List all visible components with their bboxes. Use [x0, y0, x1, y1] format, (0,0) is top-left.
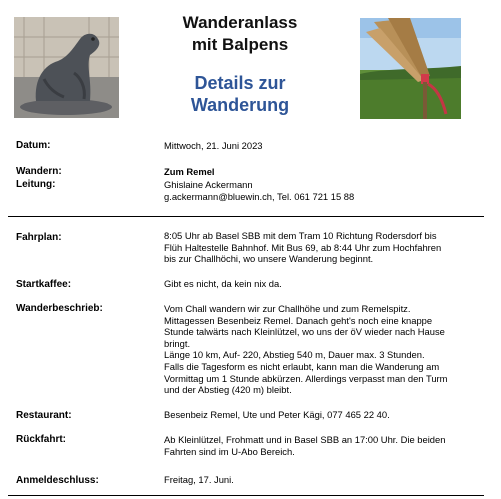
- leitung-value: [164, 179, 489, 202]
- fahrplan-line: 8:05 Uhr ab Basel SBB mit dem Tram 10 Richtung Rodersdorf bis: [164, 230, 437, 241]
- restaurant-value: Besenbeiz Remel, Ute und Peter Kägi, 077 465 22 40.: [164, 409, 390, 420]
- fahrplan-value: [164, 230, 489, 265]
- page-subtitle: [130, 72, 350, 116]
- broom-photo: [360, 18, 461, 119]
- divider-top: [8, 216, 484, 217]
- fahrplan-line: Flüh Haltestelle Bahnhof. Mit Bus 69, ab 8:44 Uhr zum Hochfahren: [164, 241, 442, 253]
- rueckfahrt-value: [164, 434, 489, 457]
- rueckfahrt-line: Ab Kleinlützel, Frohmatt und in Basel SBB an 17:00 Uhr. Die beiden: [164, 434, 446, 445]
- fahrplan-label: Fahrplan:: [16, 232, 62, 243]
- datum-label: Datum:: [16, 140, 51, 151]
- wandern-value: Zum Remel: [164, 166, 215, 177]
- leitung-contact: g.ackermann@bluewin.ch, Tel. 061 721 15 88: [164, 190, 355, 202]
- sculpture-photo: [14, 17, 119, 118]
- restaurant-label: Restaurant:: [16, 410, 72, 421]
- wanderbeschrieb-line: Stunde talwärts nach Kleinlützel, wo uns der öV wieder nach Hause: [164, 326, 445, 338]
- subtitle-line-2: Wanderung: [190, 95, 290, 115]
- leitung-name: Ghislaine Ackermann: [164, 179, 253, 190]
- title-line-1: Wanderanlass: [182, 13, 298, 32]
- wanderbeschrieb-line: Vom Chall wandern wir zur Challhöhe und zum Remelspitz.: [164, 303, 411, 314]
- wandern-label: Wandern:: [16, 166, 62, 177]
- wanderbeschrieb-line: Mittagessen Besenbeiz Remel. Danach geht's noch eine knappe: [164, 314, 433, 326]
- startkaffee-value: Gibt es nicht, da kein nix da.: [164, 278, 282, 289]
- leitung-label: Leitung:: [16, 179, 56, 190]
- title-line-2: mit Balpens: [191, 35, 289, 54]
- fahrplan-line: bis zur Challhöchi, wo unsere Wanderung beginnt.: [164, 253, 374, 265]
- wanderbeschrieb-line: bringt.: [164, 337, 191, 349]
- rueckfahrt-line: Fahrten sind im U-Abo Bereich.: [164, 445, 295, 457]
- wanderbeschrieb-label: Wanderbeschrieb:: [16, 303, 103, 314]
- wanderbeschrieb-line: Länge 10 km, Auf- 220, Abstieg 540 m, Dauer max. 3 Stunden.: [164, 349, 425, 361]
- subtitle-line-1: Details zur: [194, 73, 286, 93]
- datum-value: Mittwoch, 21. Juni 2023: [164, 140, 263, 151]
- wanderbeschrieb-line: Falls die Tagesform es nicht erlaubt, kann man die Wanderung am: [164, 360, 440, 372]
- divider-bottom: [8, 495, 484, 496]
- anmeldeschluss-value: Freitag, 17. Juni.: [164, 474, 234, 485]
- rueckfahrt-label: Rückfahrt:: [16, 434, 67, 445]
- wanderbeschrieb-line: Vormittag um 1 Stunde abkürzen. Allerdings verpasst man den Turm: [164, 372, 448, 384]
- anmeldeschluss-label: Anmeldeschluss:: [16, 475, 99, 486]
- wanderbeschrieb-value: [164, 303, 489, 396]
- startkaffee-label: Startkaffee:: [16, 279, 72, 290]
- wanderbeschrieb-line: und der Abstieg (420 m) bleibt.: [164, 384, 292, 396]
- page-title: [130, 12, 350, 56]
